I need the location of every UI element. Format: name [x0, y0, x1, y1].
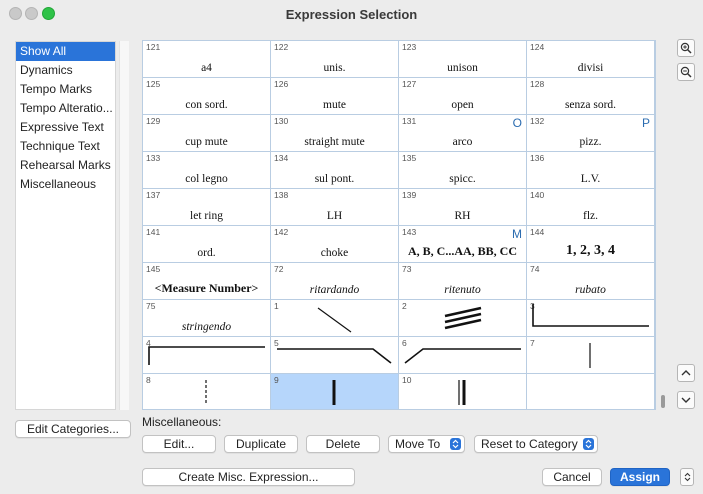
reset-to-category-popup[interactable]	[474, 435, 598, 453]
playback-marker: O	[512, 116, 522, 130]
delete-button[interactable]: Delete	[306, 435, 380, 453]
move-to-popup[interactable]	[388, 435, 465, 453]
expression-number: 126	[274, 79, 289, 89]
expression-number: 140	[530, 190, 545, 200]
reset-to-category-label: Reset to Category	[481, 437, 578, 451]
expression-cell[interactable]	[399, 226, 527, 263]
popup-arrows-icon	[583, 438, 594, 450]
sidebar-item[interactable]: Dynamics	[20, 63, 73, 77]
expression-label: sul pont.	[314, 173, 355, 185]
expression-cell[interactable]	[271, 115, 399, 152]
title-bar	[0, 0, 703, 28]
expression-label: ritenuto	[444, 284, 481, 296]
sidebar-item[interactable]: Rehearsal Marks	[20, 158, 111, 172]
expression-number: 131	[402, 116, 417, 126]
duplicate-button[interactable]: Duplicate	[224, 435, 298, 453]
sidebar-item[interactable]: Miscellaneous	[20, 177, 97, 191]
expression-number: 128	[530, 79, 545, 89]
expression-number: 139	[402, 190, 417, 200]
expression-number: 141	[146, 227, 161, 237]
expression-number: 143	[402, 227, 417, 237]
zoom-window-button[interactable]	[42, 7, 55, 20]
sidebar-item[interactable]: Tempo Marks	[20, 82, 93, 96]
playback-marker: M	[512, 227, 522, 241]
expression-cell[interactable]	[527, 226, 655, 263]
expression-label: divisi	[577, 62, 604, 74]
edit-categories-button[interactable]: Edit Categories...	[15, 420, 131, 438]
expression-cell[interactable]	[143, 115, 271, 152]
expression-label: 1, 2, 3, 4	[566, 243, 615, 258]
expression-cell[interactable]	[527, 300, 655, 337]
zoom-in-icon	[680, 42, 692, 54]
expression-cell[interactable]	[399, 78, 527, 115]
expression-number: 129	[146, 116, 161, 126]
popup-arrows-icon	[450, 438, 461, 450]
sidebar-item[interactable]: Tempo Alteratio...	[20, 101, 113, 115]
edit-button[interactable]: Edit...	[142, 435, 216, 453]
expression-cell[interactable]	[271, 300, 399, 337]
expression-label: a4	[201, 62, 212, 74]
expression-label: LH	[326, 210, 343, 222]
expression-label: A, B, C...AA, BB, CC	[407, 244, 517, 258]
expression-label: senza sord.	[564, 99, 617, 111]
expression-label: L.V.	[580, 173, 601, 185]
grid-scrollbar-thumb[interactable]	[661, 395, 665, 408]
expression-number: 2	[402, 301, 407, 311]
expression-label: stringendo	[181, 321, 232, 333]
move-down-button[interactable]	[677, 391, 695, 409]
expression-label: choke	[320, 247, 349, 259]
expression-cell[interactable]	[527, 189, 655, 226]
expression-cell[interactable]	[399, 115, 527, 152]
expression-number: 3	[530, 301, 535, 311]
expression-number: 130	[274, 116, 289, 126]
move-to-popup-label: Move To	[395, 437, 441, 451]
expression-cell[interactable]	[143, 152, 271, 189]
expression-label: mute	[323, 99, 346, 111]
expression-label: flz.	[582, 210, 598, 222]
expression-number: 121	[146, 42, 161, 52]
expression-cell[interactable]	[527, 152, 655, 189]
minimize-window-button[interactable]	[25, 7, 38, 20]
expression-cell[interactable]	[399, 300, 527, 337]
expression-label: straight mute	[304, 136, 365, 148]
expression-cell[interactable]	[399, 263, 527, 300]
expression-number: 7	[530, 338, 535, 348]
expression-number: 124	[530, 42, 545, 52]
expression-number: 9	[274, 375, 279, 385]
expression-cell[interactable]	[271, 78, 399, 115]
expression-number: 127	[402, 79, 417, 89]
expression-number: 74	[530, 264, 540, 274]
expression-cell[interactable]	[399, 337, 527, 374]
expression-grid	[142, 40, 656, 410]
expression-number: 10	[402, 375, 412, 385]
expression-cell[interactable]	[399, 189, 527, 226]
expression-cell[interactable]	[271, 374, 399, 410]
expression-cell[interactable]	[527, 78, 655, 115]
expression-cell[interactable]	[143, 374, 271, 410]
expression-number: 72	[274, 264, 284, 274]
chevron-down-icon	[681, 396, 691, 404]
expression-cell[interactable]	[399, 374, 527, 410]
expression-number: 125	[146, 79, 161, 89]
expression-number: 136	[530, 153, 545, 163]
expression-label: spicc.	[449, 173, 476, 185]
expression-cell[interactable]	[271, 152, 399, 189]
expression-number: 133	[146, 153, 161, 163]
sidebar-item[interactable]: Technique Text	[20, 139, 100, 153]
expression-number: 145	[146, 264, 161, 274]
options-stepper[interactable]	[680, 468, 694, 486]
sidebar-item[interactable]: Expressive Text	[20, 120, 104, 134]
sidebar-item[interactable]: Show All	[16, 42, 115, 61]
create-misc-expression-button[interactable]: Create Misc. Expression...	[142, 468, 355, 486]
expression-label: unison	[447, 62, 478, 74]
expression-label: ritardando	[309, 284, 360, 296]
grid-scrollbar[interactable]	[657, 40, 669, 410]
expression-number: 122	[274, 42, 289, 52]
expression-label: cup mute	[185, 136, 228, 148]
expression-number: 132	[530, 116, 545, 126]
expression-cell[interactable]	[271, 263, 399, 300]
expression-cell[interactable]	[143, 41, 271, 78]
expression-cell[interactable]	[143, 337, 271, 374]
misc-section-label: Miscellaneous:	[142, 415, 222, 429]
zoom-out-icon	[680, 66, 692, 78]
expression-number: 134	[274, 153, 289, 163]
expression-cell[interactable]	[271, 189, 399, 226]
cancel-button[interactable]: Cancel	[542, 468, 602, 486]
expression-cell[interactable]	[527, 263, 655, 300]
expression-cell[interactable]	[527, 41, 655, 78]
expression-cell[interactable]	[143, 189, 271, 226]
expression-cell[interactable]	[271, 337, 399, 374]
expression-cell[interactable]	[143, 263, 271, 300]
expression-number: 144	[530, 227, 545, 237]
close-window-button[interactable]	[9, 7, 22, 20]
expression-cell[interactable]	[143, 300, 271, 337]
expression-label: ord.	[197, 247, 216, 259]
expression-number: 6	[402, 338, 407, 348]
expression-cell[interactable]	[271, 41, 399, 78]
category-list-scrollbar[interactable]	[119, 41, 129, 410]
expression-cell[interactable]	[271, 226, 399, 263]
assign-button[interactable]: Assign	[610, 468, 670, 486]
category-list	[15, 41, 116, 410]
expression-cell[interactable]	[527, 374, 655, 410]
expression-number: 123	[402, 42, 417, 52]
move-up-button[interactable]	[677, 364, 695, 382]
expression-number: 1	[274, 301, 279, 311]
expression-label: RH	[454, 210, 471, 222]
expression-label: <Measure Number>	[154, 281, 259, 295]
expression-number: 135	[402, 153, 417, 163]
expression-number: 75	[146, 301, 156, 311]
expression-cell[interactable]	[399, 41, 527, 78]
expression-label: arco	[452, 136, 473, 148]
up-down-arrows-icon	[684, 472, 691, 482]
expression-number: 142	[274, 227, 289, 237]
expression-label: unis.	[323, 62, 346, 74]
expression-number: 137	[146, 190, 161, 200]
chevron-up-icon	[681, 369, 691, 377]
expression-label: let ring	[190, 210, 223, 222]
expression-cell[interactable]	[527, 115, 655, 152]
expression-cell[interactable]	[399, 152, 527, 189]
expression-label: pizz.	[579, 136, 602, 148]
window-title: Expression Selection	[285, 6, 418, 22]
expression-number: 8	[146, 375, 151, 385]
expression-number: 5	[274, 338, 279, 348]
expression-cell[interactable]	[143, 226, 271, 263]
expression-number: 138	[274, 190, 289, 200]
expression-number: 4	[146, 338, 151, 348]
playback-marker: P	[641, 116, 650, 130]
expression-cell[interactable]	[143, 78, 271, 115]
expression-label: open	[451, 99, 474, 111]
expression-label: col legno	[185, 173, 228, 185]
expression-label: rubato	[575, 284, 606, 296]
expression-cell[interactable]	[527, 337, 655, 374]
expression-label: con sord.	[185, 99, 228, 111]
zoom-out-button[interactable]	[677, 63, 695, 81]
zoom-in-button[interactable]	[677, 39, 695, 57]
expression-number: 73	[402, 264, 412, 274]
